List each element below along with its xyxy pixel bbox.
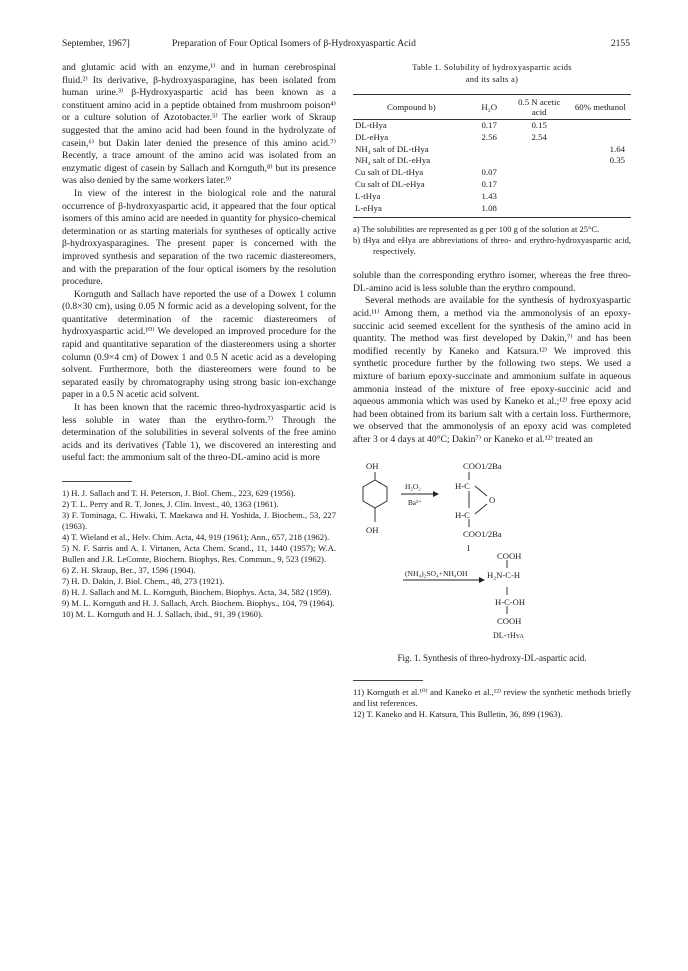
product-cooh-bottom: COOH <box>497 616 522 627</box>
table-header: 60% methanol <box>570 95 631 120</box>
reagent-ammonia: (NH₄)₂SO₄+NH₄OH <box>405 569 468 579</box>
compound-cell: Cu salt of DL-eHya <box>355 178 425 189</box>
solubility-cell: 0.17 <box>481 178 497 189</box>
body-paragraph: In view of the interest in the biological role and the natural occurrence of β-hydroxyaspartic acid, it appeared that the four optical isomers of this amino acid are needed in quantity for physico-chemical determination or as starting materials for syntheses of optically active β-hydroxyasparagines. The present paper is concerned with the improved synthesis and separation of the two racemic diastereomers, and with the preparation of the four optical isomers by the resolution procedure. <box>62 187 336 288</box>
table-title-line: and its salts a) <box>465 75 519 84</box>
solubility-cell: 2.56 <box>481 131 497 142</box>
solubility-cell <box>509 203 570 218</box>
table-row <box>353 120 631 132</box>
table-row <box>353 203 631 218</box>
solubility-cell <box>509 191 570 203</box>
footnote: 2) T. L. Perry and R. T. Jones, J. Clin. Invest., 40, 1363 (1961). <box>62 499 279 509</box>
footnote: 8) H. J. Sallach and M. L. Kornguth, Biochem. Biophys. Acta, 34, 582 (1959). <box>62 587 332 597</box>
solubility-cell <box>509 179 570 191</box>
table-notes <box>353 224 631 256</box>
table-row <box>353 144 631 156</box>
solubility-cell <box>570 167 631 179</box>
compound-cell: Cu salt of DL-tHya <box>355 167 424 178</box>
hc-top-label: H-C <box>455 481 470 492</box>
left-column <box>62 62 336 620</box>
table-row <box>353 155 631 167</box>
figure-caption: Fig. 1. Synthesis of threo-hydroxy-DL-aspartic acid. <box>397 653 587 664</box>
footnote: 3) F. Tominaga, C. Hiwaki, T. Maekawa and H. Yoshida, J. Biochem., 53, 227 (1963). <box>62 510 336 531</box>
solubility-cell: 1.64 <box>609 143 625 154</box>
table-row <box>353 167 631 179</box>
product-row2: H-C-OH <box>495 597 526 608</box>
footnote: 5) N. F. Sarris and A. I. Virtanen, Acta Chem. Scand., 11, 1440 (1957); W.A. Bullen and J.R. LeComte, Biochem. Biophys. Res. Commun., 9, 523 (1962). <box>62 543 336 564</box>
footnotes-left <box>62 488 336 620</box>
cooba-bottom-label: COO1/2Ba <box>463 529 502 540</box>
solubility-cell <box>509 167 570 179</box>
footnote: 6) Z. H. Skraup, Ber., 37, 1596 (1904). <box>62 565 196 575</box>
solubility-cell: 1.08 <box>470 203 509 218</box>
footnotes-right <box>353 687 631 720</box>
compound-cell: DL-tHya <box>355 120 387 130</box>
solubility-cell <box>570 179 631 191</box>
solubility-cell <box>570 191 631 203</box>
figure-1-scheme <box>353 458 631 672</box>
footnote: 10) M. L. Kornguth and H. J. Sallach, ibid., 91, 39 (1960). <box>62 609 263 619</box>
footnote: 11) Kornguth et al.¹⁰⁾ and Kaneko et al.,¹²⁾ review the synthetic methods briefly and list references. <box>353 687 631 709</box>
reagent-h2o2: H₂O₂ <box>405 482 421 492</box>
solubility-cell <box>509 144 570 156</box>
header-title: Preparation of Four Optical Isomers of β-Hydroxyaspartic Acid <box>172 38 416 49</box>
compound-cell: DL-eHya <box>355 131 389 142</box>
header-date: September, 1967] <box>62 38 130 49</box>
footnote-rule <box>353 680 423 681</box>
solubility-cell: 2.54 <box>531 131 547 142</box>
solubility-cell: 0.07 <box>481 167 497 178</box>
solubility-cell <box>570 120 631 132</box>
solubility-cell <box>570 203 631 218</box>
solubility-cell <box>470 155 509 167</box>
table-title-line: Table 1. Solubility of hydroxyaspartic acids <box>412 63 572 72</box>
oh-top-label: OH <box>366 461 379 472</box>
solubility-cell: 0.15 <box>531 120 547 130</box>
table-header: 0.5 N acetic acid <box>509 95 570 120</box>
footnote-rule <box>62 481 132 482</box>
table-row <box>353 132 631 144</box>
solubility-cell: 0.35 <box>609 155 625 166</box>
solubility-table <box>353 94 631 218</box>
table-title <box>353 62 631 86</box>
footnote: 4) T. Wieland et al., Helv. Chim. Acta, 44, 919 (1961); Ann., 657, 218 (1962). <box>62 532 330 542</box>
table-header: H₂O <box>470 95 509 120</box>
footnote: 1) H. J. Sallach and T. H. Peterson, J. Biol. Chem., 223, 629 (1956). <box>62 488 296 498</box>
product-label: DL-tHya <box>493 631 524 641</box>
compound-cell: L-tHya <box>355 190 381 201</box>
solubility-cell <box>509 155 570 167</box>
body-paragraph: Several methods are available for the synthesis of hydroxyaspartic acid.¹¹⁾ Among them, a method via the ammonolysis of an epoxy-succinic acid seemed excellent for the synthesis of the amino acid in quantity. The method was first developed by Dakin,⁷⁾ and has been modified recently by Kaneko and Katsura.¹²⁾ We improved this synthetic procedure further by the following two steps. We used a mixture of barium epoxy-succinate and ammonium sulfate in aqueous ammonia instead of the mixture of free epoxy-succinic acid and aqueous ammonia which was used by Kaneko et al.;¹²⁾ free epoxy acid had been obtained from its barium salt with a certain loss. Furthermore, we observed that the ammonolysis of an epoxy acid was completed after 3 or 4 days at 40°C; Dakin⁷⁾ or Kaneko et al.¹²⁾ treated an <box>353 295 631 445</box>
solubility-cell: 0.17 <box>481 120 497 130</box>
product-cooh-top: COOH <box>497 551 522 562</box>
table-note: b) tHya and eHya are abbreviations of threo- and erythro-hydroxyaspartic acid, respectively. <box>353 234 631 256</box>
body-paragraph: It has been known that the racemic threo-hydroxyaspartic acid is less soluble in water than the erythro-form.⁷⁾ Through the determination of the solubilities in several solvents of the free amino acids and its derivatives (Table 1), we discovered an interesting and useful fact: the ammonium salt of the threo-DL-amino acid is more <box>62 402 336 464</box>
footnote: 7) H. D. Dakin, J. Biol. Chem., 48, 273 (1921). <box>62 576 225 586</box>
oh-bottom-label: OH <box>366 525 379 536</box>
running-header <box>62 38 630 52</box>
compound-cell: NH₄ salt of DL-eHya <box>355 155 431 166</box>
body-paragraph: Kornguth and Sallach have reported the use of a Dowex 1 column (0.8×30 cm), using 0.05 N formic acid as a developing solvent, for the quantitative determination of the racemic diastereomers of hydroxyaspartic acid.¹⁰⁾ We developed an improved procedure for the rapid and quantitative separation of the diastereomers using a shorter column (0.9×4 cm) of Dowex 1 and 0.5 N acetic acid as a developing solvent. Furthermore, both the diastereomers were found to be separated easily by chromatography using strong basic ion-exchange paper in a 0.5 N acetic acid solvent. <box>62 288 336 401</box>
scheme-lines <box>353 458 631 672</box>
solubility-cell: 1.43 <box>481 190 497 201</box>
footnote: 12) T. Kaneko and H. Katsura, This Bulletin, 36, 899 (1963). <box>353 709 563 720</box>
hc-bottom-label: H-C <box>455 510 470 521</box>
body-paragraph: and glutamic acid with an enzyme,¹⁾ and in human cerebrospinal fluid.²⁾ Its derivative, β-hydroxyasparagine, has been isolated from human urine.³⁾ β-Hydroxyaspartic acid has been known as a constituent amino acid in a peptide obtained from mushroom poison⁴⁾ or a culture solution of Azotobacter.⁵⁾ The earlier work of Skraup suggested that the amino acid had been found in the hydrolyzate of casein,⁶⁾ but Dakin later denied the presence of this amino acid.⁷⁾ Recently, a trace amount of the amino acid was isolated from an enzymatic digest of casein by Sallach and Kornguth,⁸⁾ but its presence was also denied by the same workers later.⁹⁾ <box>62 62 336 187</box>
body-paragraph: soluble than the corresponding erythro isomer, whereas the free threo-DL-amino acid is less soluble than the erythro compound. <box>353 270 631 294</box>
table-row <box>353 179 631 191</box>
table-row <box>353 191 631 203</box>
table-header: Compound b) <box>353 95 470 120</box>
epoxide-oxygen: O <box>489 495 496 506</box>
solubility-cell <box>470 144 509 156</box>
table-note: a) The solubilities are represented as g per 100 g of the solution at 25°C. <box>353 224 600 235</box>
right-column <box>353 62 631 720</box>
footnote: 9) M. L. Kornguth and H. J. Sallach, Arch. Biochem. Biophys., 104, 79 (1964). <box>62 598 335 608</box>
page-number: 2155 <box>610 38 630 49</box>
compound-cell: NH₄ salt of DL-tHya <box>355 143 429 154</box>
compound-label: I <box>467 543 470 554</box>
solubility-cell <box>570 132 631 144</box>
cooba-top-label: COO1/2Ba <box>463 461 502 472</box>
product-row1: H₂N-C-H <box>487 570 521 581</box>
reagent-ba: Ba²⁺ <box>408 499 422 508</box>
compound-cell: L-eHya <box>353 203 470 218</box>
